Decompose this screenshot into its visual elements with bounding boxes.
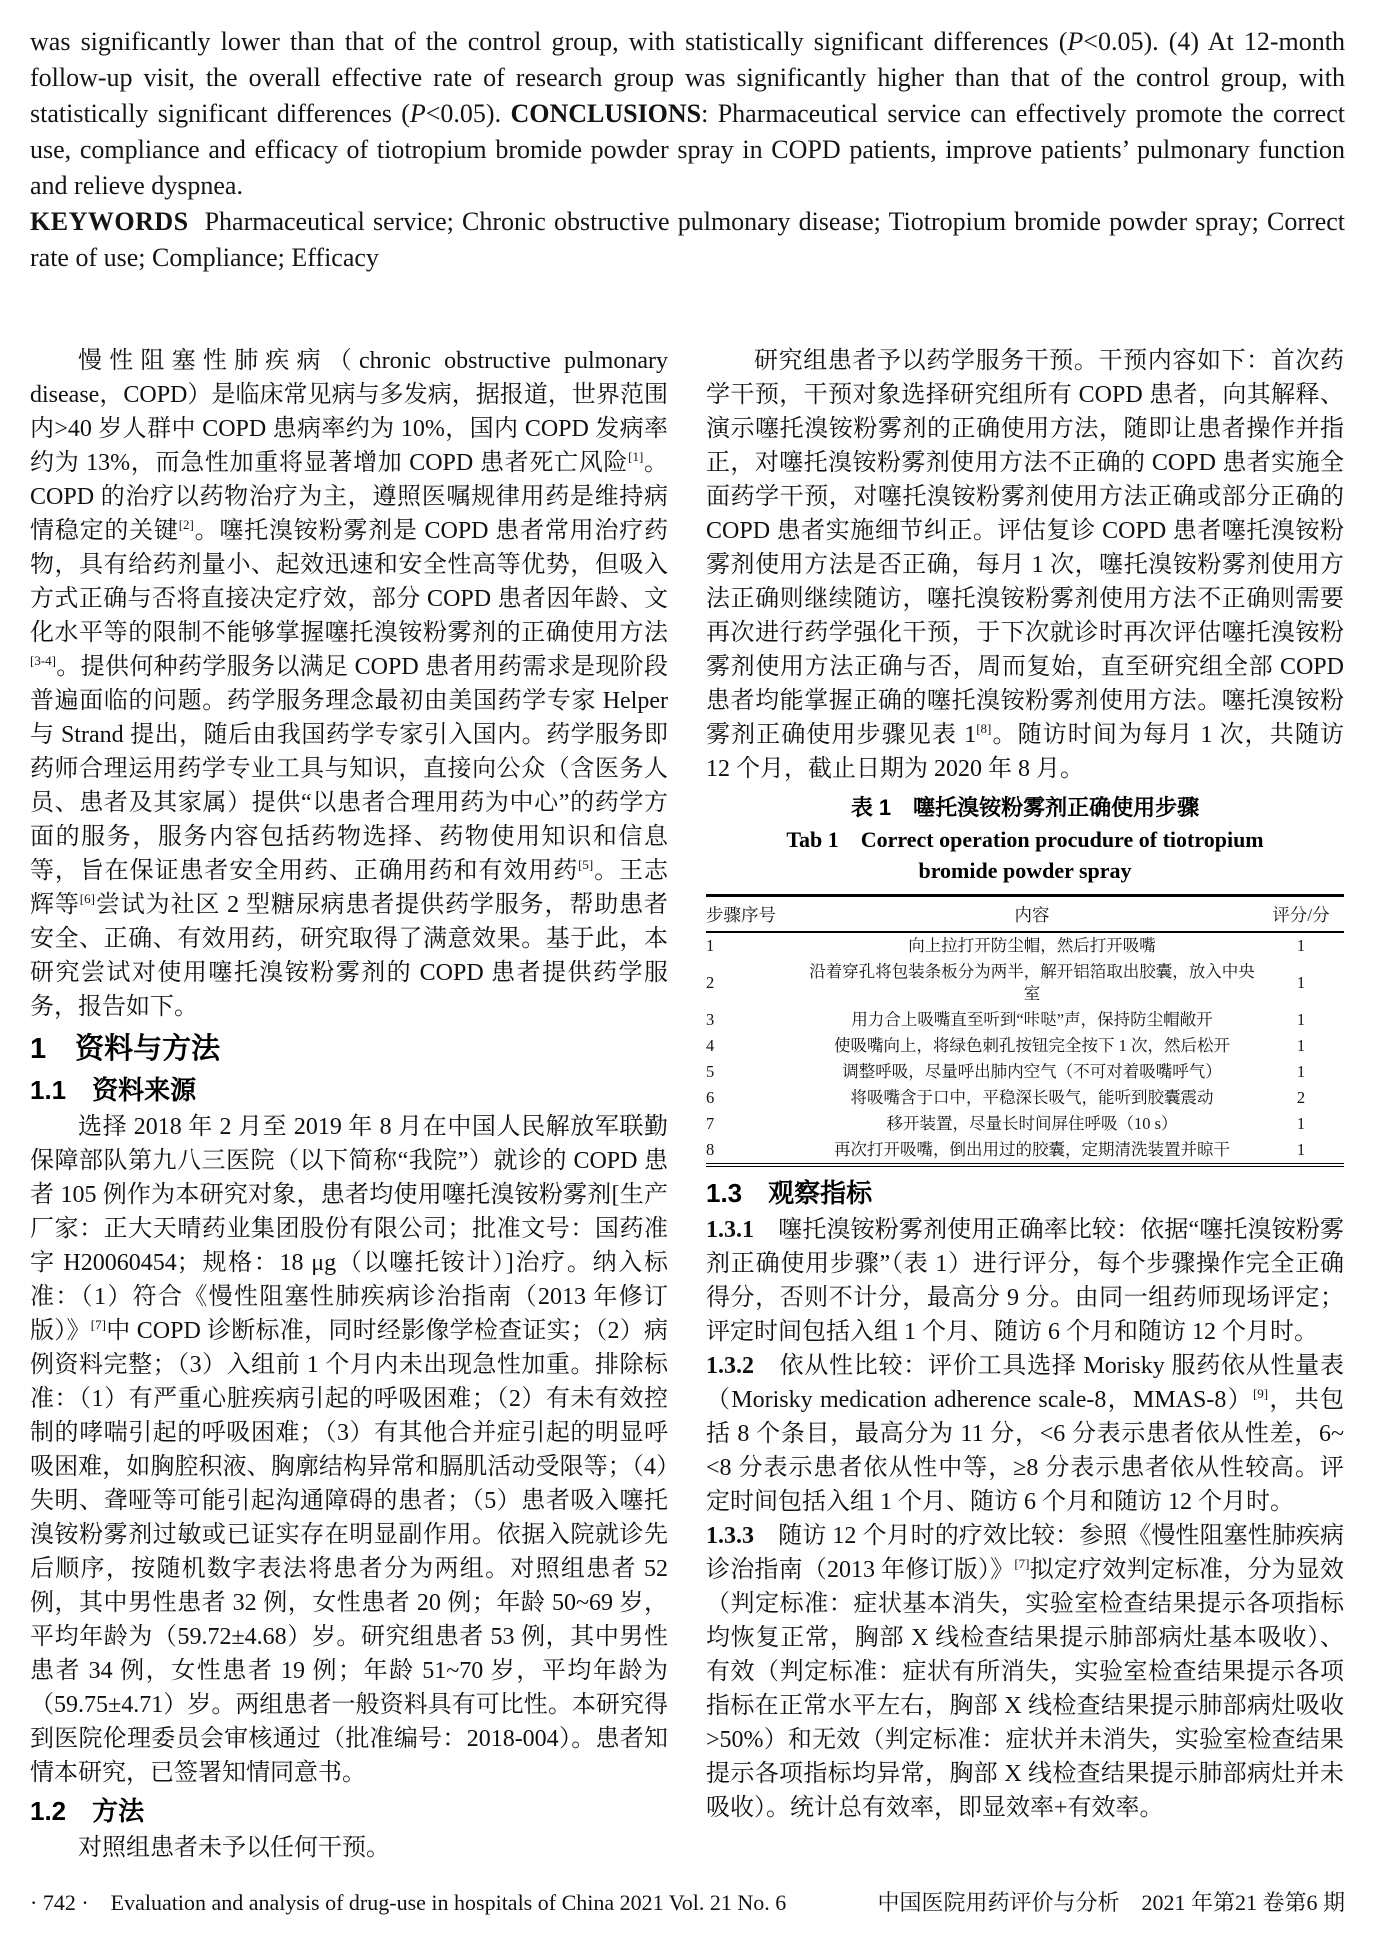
- step-cell: 3: [706, 1010, 715, 1029]
- table1-header-content: 内容: [806, 896, 1258, 933]
- content-cell: 将吸嘴含于口中，平稳深长吸气，能听到胶囊震动: [850, 1088, 1214, 1107]
- step-cell: 5: [706, 1062, 715, 1081]
- footer-right: 中国医院用药评价与分析 2021 年第21 卷第6 期: [877, 1890, 1345, 1915]
- step-cell: 8: [706, 1140, 715, 1159]
- content-cell: 调整呼吸，尽量呼出肺内空气（不可对着吸嘴呼气）: [842, 1062, 1222, 1081]
- table1-block: [706, 792, 1344, 1167]
- keywords-label: KEYWORDS: [30, 207, 189, 236]
- content-cell: 沿着穿孔将包装条板分为两半，解开铝箔取出胶囊，放入中央室: [809, 962, 1255, 1003]
- right-column: [706, 344, 1344, 1865]
- paragraph-1-3-3: 1.3.3 随访 12 个月时的疗效比较：参照《慢性阻塞性肺疾病诊治指南（2013 年修订版）》[7]拟定疗效判定标准，分为显效（判定标准：症状基本消失，实验室检查结果提示各项指标均恢复正常，胸部 X 线检查结果提示肺部病灶基本吸收）、有效（判定标准：症状有所消失，实验室检查结果提示各项指标在正常水平左右，胸部 X 线检查结果提示肺部病灶吸收>50%）和无效（判定标准：症状并未消失，实验室检查结果提示各项指标均异常，胸部 X 线检查结果提示肺部病灶并未吸收）。统计总有效率，即显效率+有效率。: [706, 1523, 1345, 1821]
- table-row: [706, 1111, 1344, 1137]
- table-row: [706, 1033, 1344, 1059]
- content-cell: 用力合上吸嘴直至听到“咔哒”声，保持防尘帽敞开: [851, 1010, 1213, 1029]
- page-footer: [30, 1888, 1345, 1918]
- section-heading-1: 1 资料与方法: [30, 1033, 221, 1065]
- table1-header-step: 步骤序号: [706, 896, 806, 933]
- table-row: [706, 1137, 1344, 1165]
- step-cell: 7: [706, 1114, 715, 1133]
- keywords-line: [30, 204, 1345, 276]
- table-row: [706, 932, 1344, 959]
- content-cell: 再次打开吸嘴，倒出用过的胶囊，定期清洗装置并晾干: [834, 1140, 1230, 1159]
- score-cell: 1: [1296, 973, 1306, 992]
- article-body: [30, 344, 1345, 1865]
- score-cell: 2: [1296, 1088, 1306, 1107]
- score-cell: 1: [1296, 1114, 1306, 1133]
- step-cell: 4: [706, 1036, 715, 1055]
- research-group-paragraph: 研究组患者予以药学服务干预。干预内容如下：首次药学干预，干预对象选择研究组所有 COPD 患者，向其解释、演示噻托溴铵粉雾剂的正确使用方法，随即让患者操作并指正，对噻托溴铵粉雾剂使用方法不正确的 COPD 患者实施全面药学干预，对噻托溴铵粉雾剂使用方法正确或部分正确的 COPD 患者实施细节纠正。评估复诊 COPD 患者噻托溴铵粉雾剂使用方法是否正确，每月 1 次，噻托溴铵粉雾剂使用方法正确则继续随访，噻托溴铵粉雾剂使用方法不正确则需要再次进行药学强化干预，于下次就诊时再次评估噻托溴铵粉雾剂使用方法正确与否，周而复始，直至研究组全部 COPD 患者均能掌握正确的噻托溴铵粉雾剂使用方法。噻托溴铵粉雾剂正确使用步骤见表 1[8]。随访时间为每月 1 次，共随访 12 个月，截止日期为 2020 年 8 月。: [706, 348, 1345, 782]
- score-cell: 1: [1296, 1140, 1306, 1159]
- score-cell: 1: [1296, 936, 1306, 955]
- content-cell: 移开装置，尽量长时间屏住呼吸（10 s）: [886, 1114, 1178, 1133]
- abstract-continuation: [30, 24, 1345, 276]
- table-row: [706, 1007, 1344, 1033]
- footer-left: · 742 · Evaluation and analysis of drug-use in hospitals of China 2021 Vol. 21 No. 6: [30, 1890, 787, 1915]
- section-heading-1-1: 1.1 资料来源: [30, 1075, 197, 1105]
- score-cell: 1: [1296, 1036, 1306, 1055]
- step-cell: 2: [706, 973, 715, 992]
- table-row: [706, 1085, 1344, 1111]
- paragraph-1-3-2: 1.3.2 依从性比较：评价工具选择 Morisky 服药依从性量表（Morisky medication adherence scale-8，MMAS-8）[9]，共包括 8 个条目，最高分为 11 分，<6 分表示患者依从性差，6~<8 分表示患者依从性中等，≥8 分表示患者依从性较高。评定时间包括入组 1 个月、随访 6 个月和随访 12 个月时。: [706, 1353, 1345, 1515]
- paragraph-1-3-1: 1.3.1 噻托溴铵粉雾剂使用正确率比较：依据“噻托溴铵粉雾剂正确使用步骤”（表 1）进行评分，每个步骤操作完全正确得分，否则不计分，最高分 9 分。由同一组药师现场评定；评定时间包括入组 1 个月、随访 6 个月和随访 12 个月时。: [706, 1217, 1344, 1345]
- score-cell: 1: [1296, 1010, 1306, 1029]
- section-heading-1-3: 1.3 观察指标: [706, 1178, 873, 1208]
- table-header-row: [706, 896, 1344, 933]
- table-row: [706, 1059, 1344, 1085]
- table1: [706, 894, 1344, 1167]
- table1-header-score: 评分/分: [1258, 896, 1344, 933]
- control-group-paragraph: 对照组患者未予以任何干预。: [78, 1835, 390, 1861]
- abstract-text: was significantly lower than that of the control group, with statistically significant differences (P<0.05). (4) At 12-month follow-up visit, the overall effective rate of research group was significantly higher than that of the control group, with statistically significant differences (P<0.05). CONCLUSIONS: Pharmaceutical service can effectively promote the correct use, compliance and efficacy of tiotropium bromide powder spray in COPD patients, improve patients’ pulmonary function and relieve dyspnea.: [30, 27, 1345, 200]
- section-heading-1-2: 1.2 方法: [30, 1796, 145, 1826]
- step-cell: 6: [706, 1088, 715, 1107]
- content-cell: 使吸嘴向上，将绿色刺孔按钮完全按下 1 次，然后松开: [834, 1036, 1230, 1055]
- data-source-paragraph: 选择 2018 年 2 月至 2019 年 8 月在中国人民解放军联勤保障部队第九八三医院（以下简称“我院”）就诊的 COPD 患者 105 例作为本研究对象，患者均使用噻托溴铵粉雾剂[生产厂家：正大天晴药业集团股份有限公司；批准文号：国药准字 H20060454；规格：18 μg（以噻托铵计）]治疗。纳入标准：（1）符合《慢性阻塞性肺疾病诊治指南（2013 年修订版）》[7]中 COPD 诊断标准，同时经影像学检查证实；（2）病例资料完整；（3）入组前 1 个月内未出现急性加重。排除标准：（1）有严重心脏疾病引起的呼吸困难；（2）有未有效控制的哮喘引起的呼吸困难；（3）有其他合并症引起的明显呼吸困难，如胸腔积液、胸廓结构异常和膈肌活动受限等；（4）失明、聋哑等可能引起沟通障碍的患者；（5）患者吸入噻托溴铵粉雾剂过敏或已证实存在明显副作用。依据入院就诊先后顺序，按随机数字表法将患者分为两组。对照组患者 52 例，其中男性患者 32 例，女性患者 20 例；年龄 50~69 岁，平均年龄为（59.72±4.68）岁。研究组患者 53 例，其中男性患者 34 例，女性患者 19 例；年龄 51~70 岁，平均年龄为（59.75±4.71）岁。两组患者一般资料具有可比性。本研究得到医院伦理委员会审核通过（批准编号：2018-004）。患者知情本研究，已签署知情同意书。: [30, 1114, 668, 1786]
- intro-paragraph: 慢性阻塞性肺疾病（chronic obstructive pulmonary disease，COPD）是临床常见病与多发病，据报道，世界范围内>40 岁人群中 COPD 患病率约为 10%，国内 COPD 发病率约为 13%，而急性加重将显著增加 COPD 患者死亡风险[1]。COPD 的治疗以药物治疗为主，遵照医嘱规律用药是维持病情稳定的关键[2]。噻托溴铵粉雾剂是 COPD 患者常用治疗药物，具有给药剂量小、起效迅速和安全性高等优势，但吸入方式正确与否将直接决定疗效，部分 COPD 患者因年龄、文化水平等的限制不能够掌握噻托溴铵粉雾剂的正确使用方法[3-4]。提供何种药学服务以满足 COPD 患者用药需求是现阶段普遍面临的问题。药学服务理念最初由美国药学专家 Helper 与 Strand 提出，随后由我国药学专家引入国内。药学服务即药师合理运用药学专业工具与知识，直接向公众（含医务人员、患者及其家属）提供“以患者合理用药为中心”的药学方面的服务，服务内容包括药物选择、药物使用知识和信息等，旨在保证患者安全用药、正确用药和有效用药[5]。王志辉等[6]尝试为社区 2 型糖尿病患者提供药学服务，帮助患者安全、正确、有效用药，研究取得了满意效果。基于此，本研究尝试对使用噻托溴铵粉雾剂的 COPD 患者提供药学服务，报告如下。: [30, 348, 669, 1020]
- keywords-text: Pharmaceutical service; Chronic obstructive pulmonary disease; Tiotropium bromide powder spray; Correct rate of use; Compliance; Efficacy: [30, 207, 1345, 272]
- score-cell: 1: [1296, 1062, 1306, 1081]
- step-cell: 1: [706, 936, 715, 955]
- left-column: [30, 344, 668, 1865]
- table1-title-cn: 表 1 噻托溴铵粉雾剂正确使用步骤: [850, 795, 1200, 820]
- table1-title-en: Tab 1 Correct operation procudure of tiotropium bromide powder spray: [786, 827, 1264, 883]
- content-cell: 向上拉打开防尘帽，然后打开吸嘴: [908, 936, 1156, 955]
- table-row: [706, 959, 1344, 1007]
